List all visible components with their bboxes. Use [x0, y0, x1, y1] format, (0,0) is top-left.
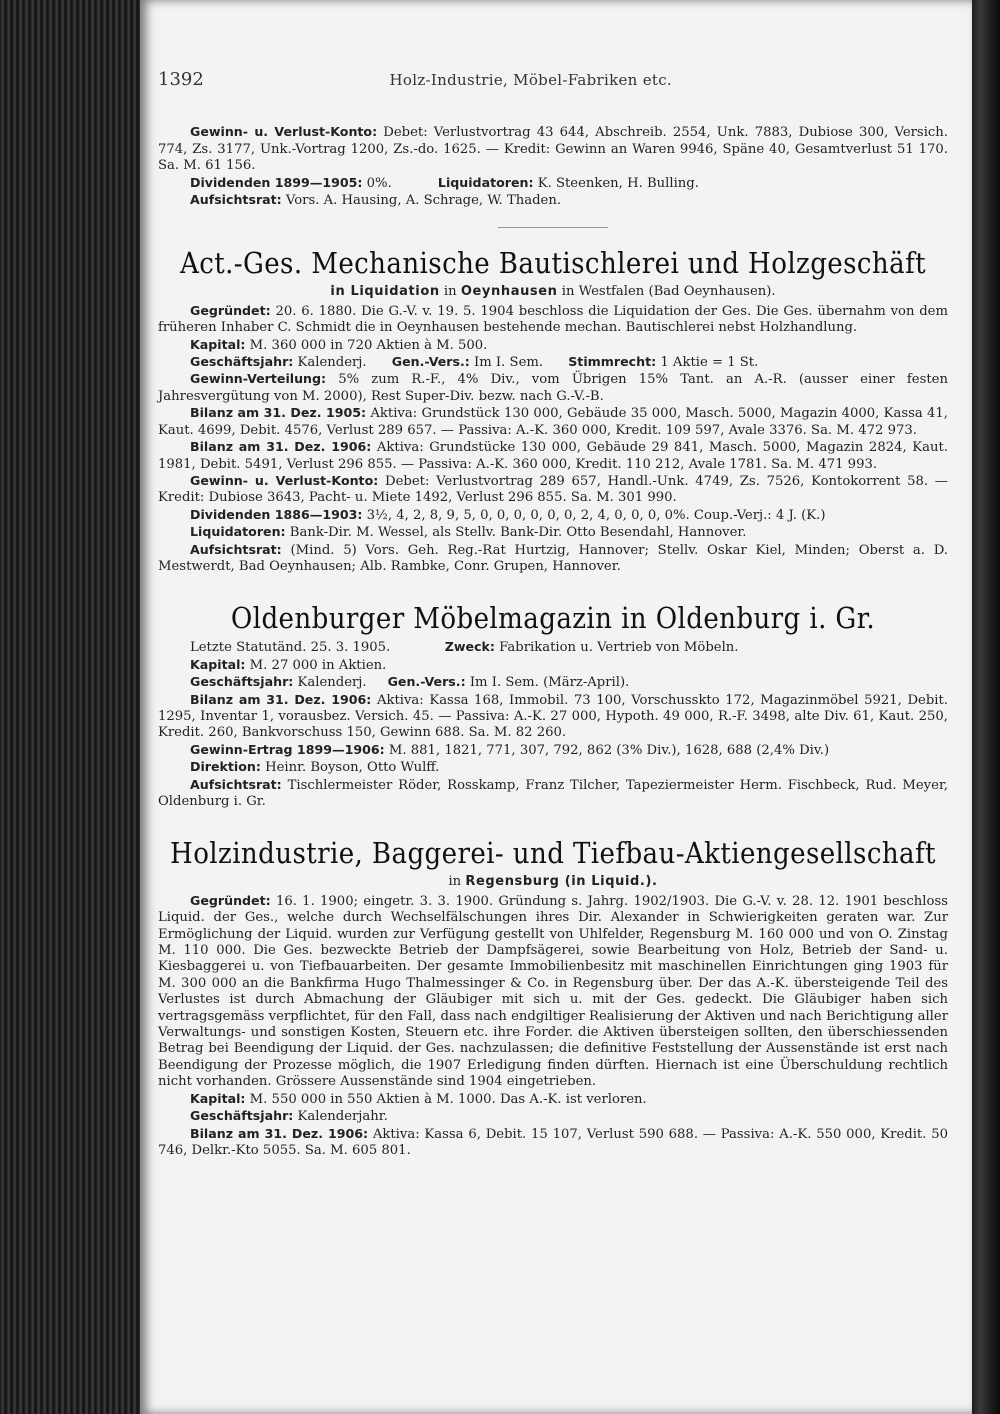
capital-paragraph [158, 657, 948, 674]
page-content [158, 69, 948, 1159]
purpose-label: Zweck: [444, 639, 495, 655]
prev-ar-text: Vors. A. Hausing, A. Schrage, W. Thaden. [285, 193, 562, 209]
balance-paragraph [158, 1126, 948, 1160]
fiscal-year-text: Kalenderj. [297, 675, 367, 691]
dividends-paragraph [158, 507, 948, 524]
fiscal-year-text: Kalenderj. [297, 355, 367, 371]
founded-label: Gegründet: [190, 892, 271, 908]
dividends-label: Dividenden 1886—1903: [190, 506, 363, 522]
section-divider [498, 227, 608, 228]
fiscal-year-label: Geschäftsjahr: [190, 674, 294, 690]
section-gap [158, 575, 948, 601]
subtitle-connector: in [439, 284, 461, 300]
page-number: 1392 [158, 69, 204, 90]
statute-paragraph [158, 639, 948, 656]
capital-paragraph [158, 337, 948, 354]
prev-liq-label: Liquidatoren: [437, 174, 534, 190]
prev-gv-paragraph [158, 124, 948, 174]
profit-distribution-paragraph [158, 371, 948, 405]
dividends-text: 3½, 4, 2, 8, 9, 5, 0, 0, 0, 0, 0, 0, 2, 4, 0, 0, 0, 0%. Coup.-Verj.: 4 J. (K.) [366, 507, 826, 523]
balance-label: Bilanz am 31. Dez. 1906: [190, 691, 372, 707]
company-subtitle [158, 284, 948, 300]
founded-label: Gegründet: [190, 302, 271, 318]
fiscal-year-label: Geschäftsjahr: [190, 1108, 294, 1124]
book-page-edges [0, 0, 160, 1414]
capital-label: Kapital: [190, 656, 246, 672]
profit-loss-text: Debet: Verlustvortrag 289 657, Handl.-Unk. 4749, Zs. 7526, Kontokorrent 58. — Kredit: Dubiose 3643, Pacht- u. Miete 1492, Verlust 296 855. Sa. M. 301 990. [158, 473, 948, 506]
company-subtitle [158, 874, 948, 890]
company-city: Oeynhausen [460, 284, 558, 300]
prev-div-paragraph [158, 175, 948, 192]
meeting-label: Gen.-Vers.: [391, 354, 470, 370]
fiscal-paragraph [158, 1108, 948, 1125]
balance-text: Aktiva: Kassa 168, Immobil. 73 100, Vorschusskto 172, Magazinmöbel 5921, Debit. 1295, Inventar 1, vorausbez. Versich. 45. — Passiva: A.-K. 27 000, Hypoth. 49 000, R.-F. 3498, alte Div. 61, Kaut. 250, Kredit. 260, Bankvorschuss 150, Gewinn 688. Sa. M. 82 260. [158, 692, 948, 741]
fiscal-year-label: Geschäftsjahr: [190, 354, 294, 370]
capital-text: M. 27 000 in Aktien. [249, 657, 387, 673]
book-page [140, 0, 972, 1414]
prev-liq-text: K. Steenken, H. Bulling. [537, 175, 699, 191]
purpose-text: Fabrikation u. Vertrieb von Möbeln. [499, 640, 739, 656]
capital-label: Kapital: [190, 1090, 246, 1106]
earnings-paragraph [158, 742, 948, 759]
entry-oldenburg [158, 601, 948, 810]
balance-1906-paragraph [158, 439, 948, 473]
meeting-label: Gen.-Vers.: [387, 674, 466, 690]
fiscal-paragraph [158, 674, 948, 691]
liquidators-text: Bank-Dir. M. Wessel, als Stellv. Bank-Dir. Otto Besendahl, Hannover. [289, 525, 747, 541]
section-gap [158, 810, 948, 836]
balance-1905-label: Bilanz am 31. Dez. 1905: [190, 405, 367, 421]
running-head: Holz-Industrie, Möbel-Fabriken etc. [389, 71, 672, 89]
page-header [158, 69, 948, 90]
balance-1905-text: Aktiva: Grundstück 130 000, Gebäude 35 000, Masch. 5000, Magazin 4000, Kassa 41, Kaut. 4699, Debit. 4576, Verlust 289 657. — Passiva: A.-K. 360 000, Kredit. 109 597, Avale 3376. Sa. M. 472 973. [158, 406, 948, 438]
balance-label: Bilanz am 31. Dez. 1906: [190, 1125, 369, 1141]
capital-text: M. 550 000 in 550 Aktien à M. 1000. Das A.-K. ist verloren. [249, 1091, 647, 1107]
management-text: Heinr. Boyson, Otto Wulff. [265, 760, 440, 776]
capital-text: M. 360 000 in 720 Aktien à M. 500. [249, 337, 488, 353]
entry-regensburg [158, 836, 948, 1159]
company-title: Oldenburger Möbelmagazin in Oldenburg i. Gr. [230, 601, 876, 636]
entry-bautischlerei [158, 246, 948, 575]
balance-1905-paragraph [158, 405, 948, 439]
earnings-label: Gewinn-Ertrag 1899—1906: [190, 741, 385, 757]
liquidators-label: Liquidatoren: [190, 524, 286, 540]
prev-ar-paragraph [158, 192, 948, 209]
profit-distribution-label: Gewinn-Verteilung: [190, 371, 327, 387]
voting-label: Stimmrecht: [568, 354, 657, 370]
board-label: Aufsichtsrat: [190, 541, 282, 557]
prev-gv-label: Gewinn- u. Verlust-Konto: [190, 124, 378, 140]
capital-label: Kapital: [190, 336, 246, 352]
founded-text: 16. 1. 1900; eingetr. 3. 3. 1900. Gründung s. Jahrg. 1902/1903. Die G.-V. v. 28. 12. 1901 beschloss Liquid. der Ges., welche durch Wechselfälschungen ihres Dir. Alexander in Schwierigkeiten geraten war. Zur Ermöglichung der Liquid. wurden zur Verfügung gestellt von Uhlfelder, Regensburg M. 160 000 und von O. Zinstag M. 110 000. Die Ges. bezweckte Betrieb der Dampfsägerei, sowie Bearbeitung von Holz, Betrieb der Sand- u. Kiesbaggerei u. von Tiefbauarbeiten. Der gesamte Immobilienbesitz mit maschinellen Einrichtungen ging 1903 für M. 300 000 an die Bankfirma Hugo Thalmessinger & Co. in Regensburg über. Der das A.-K. übersteigende Teil des Verlustes ist durch Abmachung der Gläubiger mit sich u. mit der Ges. gedeckt. Die Gläubiger haben sich vertragsgemäss verpflichtet, für den Fall, dass nach endgiltiger Realisierung der Aktiven und nach Berichtigung aller Verwaltungs- und sonstigen Kosten, Steuern etc. ihre Forder. die Aktiven übersteigen sollten, den überschiessenden Betrag bei Beendigung der Liquid. der Ges. nachzulassen; die definitive Feststellung der Aussenstände ist erst nach Beendigung der Prozesse möglich, die 1907 Erledigung finden dürften. Hiernach ist eine Überschuldung rechtlich nicht vorhanden. Grössere Aussenstände sind 1904 eingetrieben. [158, 893, 948, 1090]
board-paragraph [158, 542, 948, 576]
fiscal-paragraph [158, 354, 948, 371]
liquidators-paragraph [158, 524, 948, 541]
prev-ar-label: Aufsichtsrat: [190, 192, 282, 208]
profit-loss-paragraph [158, 473, 948, 507]
balance-1906-label: Bilanz am 31. Dez. 1906: [190, 439, 372, 455]
board-text: (Mind. 5) Vors. Geh. Reg.-Rat Hurtzig, Hannover; Stellv. Oskar Kiel, Minden; Oberst a. D. Mestwerdt, Bad Oeynhausen; Alb. Rambke, Conr. Grupen, Hannover. [158, 542, 948, 574]
balance-text: Aktiva: Kassa 6, Debit. 15 107, Verlust 590 688. — Passiva: A.-K. 550 000, Kredit. 50 746, Delkr.-Kto 5055. Sa. M. 605 801. [158, 1126, 948, 1158]
profit-loss-label: Gewinn- u. Verlust-Konto: [190, 472, 379, 488]
profit-distribution-text: 5% zum R.-F., 4% Div., vom Übrigen 15% Tant. an A.-R. (ausser einer festen Jahresvergütung von M. 2000), Rest Super-Div. bezw. nach G.-V.-B. [158, 372, 948, 404]
liquidation-note: in Liquidation [330, 284, 440, 300]
board-label: Aufsichtsrat: [190, 776, 282, 792]
management-paragraph [158, 759, 948, 776]
board-text: Tischlermeister Röder, Rosskamp, Franz Tilcher, Tapeziermeister Herm. Fischbeck, Rud. Meyer, Oldenburg i. Gr. [158, 777, 948, 809]
voting-text: 1 Aktie = 1 St. [660, 355, 759, 371]
meeting-text: Im I. Sem. (März-April). [469, 675, 630, 691]
meeting-text: Im I. Sem. [474, 355, 544, 371]
founded-paragraph [158, 893, 948, 1091]
statute-text: Letzte Statutänd. 25. 3. 1905. [190, 640, 391, 656]
subtitle-connector: in [448, 874, 466, 890]
prev-gv-text: Debet: Verlustvortrag 43 644, Abschreib. 2554, Unk. 7883, Dubiose 300, Versich. 774, Zs. 3177, Unk.-Vortrag 1200, Zs.-do. 1625. — Kredit: Gewinn an Waren 9946, Späne 40, Gesamtverlust 51 170. Sa. M. 61 156. [158, 125, 948, 174]
company-title: Act.-Ges. Mechanische Bautischlerei und Holzgeschäft [179, 246, 927, 281]
capital-paragraph [158, 1091, 948, 1108]
subtitle-region: in Westfalen (Bad Oeynhausen). [557, 284, 776, 300]
balance-paragraph [158, 692, 948, 742]
company-title: Holzindustrie, Baggerei- und Tiefbau-Aktiengesellschaft [170, 836, 936, 871]
fiscal-year-text: Kalenderjahr. [297, 1109, 388, 1125]
board-paragraph [158, 777, 948, 811]
management-label: Direktion: [190, 759, 261, 775]
prev-entry [158, 124, 948, 209]
founded-paragraph [158, 303, 948, 337]
company-city: Regensburg (in Liquid.). [465, 874, 658, 890]
prev-div-text: 0%. [366, 175, 392, 191]
founded-text: 20. 6. 1880. Die G.-V. v. 19. 5. 1904 beschloss die Liquidation der Ges. Die Ges. übernahm von dem früheren Inhaber C. Schmidt die in Oeynhausen bestehende mechan. Bautischlerei nebst Holzhandlung. [158, 303, 948, 336]
book-right-edge [972, 0, 1000, 1414]
prev-div-label: Dividenden 1899—1905: [190, 174, 363, 190]
earnings-text: M. 881, 1821, 771, 307, 792, 862 (3% Div.), 1628, 688 (2,4% Div.) [388, 742, 830, 758]
balance-1906-text: Aktiva: Grundstücke 130 000, Gebäude 29 841, Masch. 5000, Magazin 2824, Kaut. 1981, Debit. 5491, Verlust 296 855. — Passiva: A.-K. 360 000, Kredit. 110 212, Avale 1781. Sa. M. 471 993. [158, 440, 948, 472]
